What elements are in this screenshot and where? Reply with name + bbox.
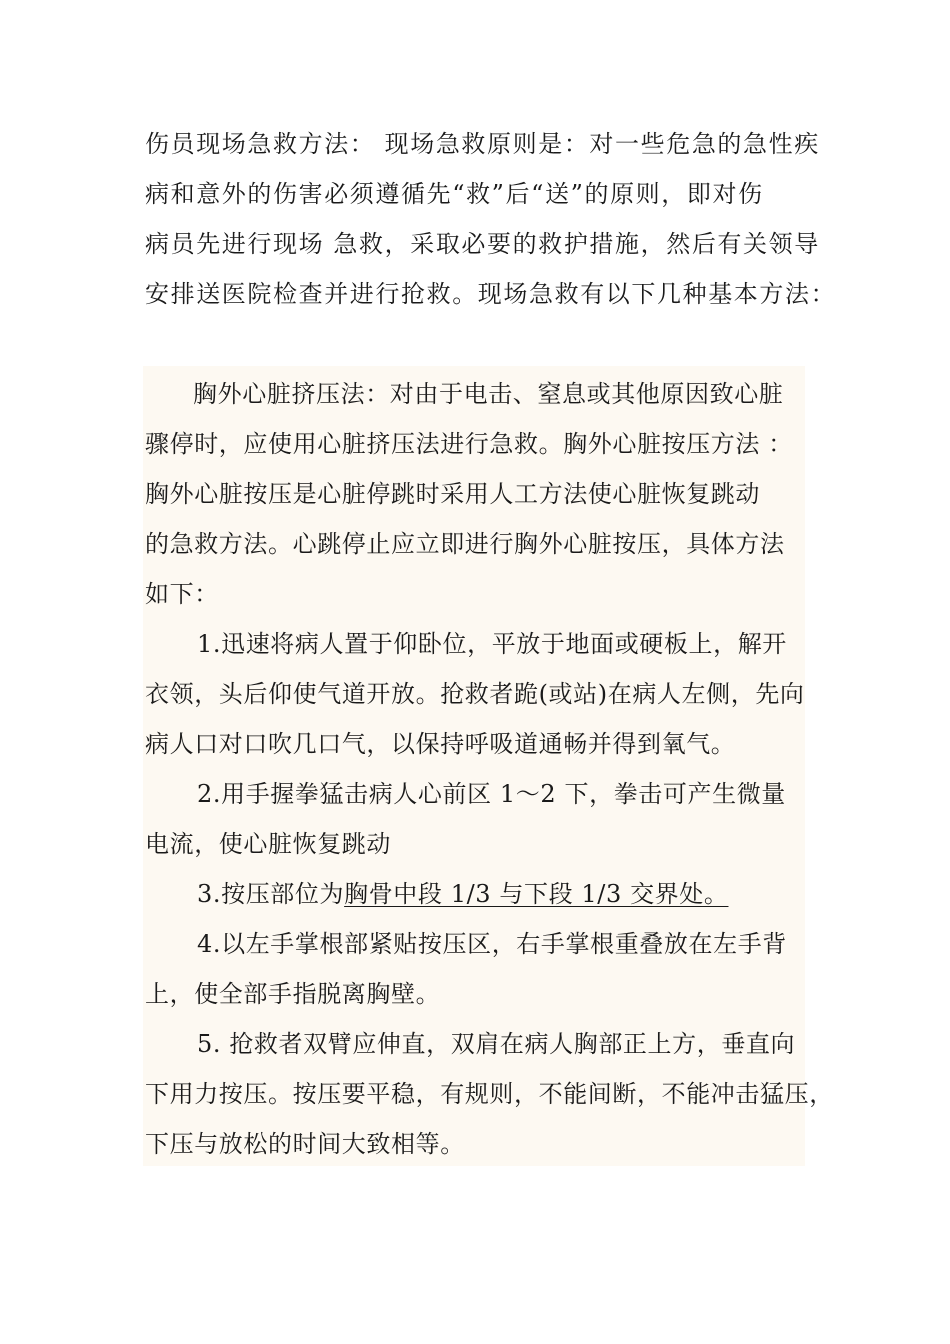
section-line-4: 的急救方法。心跳停止应立即进行胸外心脏按压，具体方法 — [145, 530, 785, 558]
intro-line-1: 伤员现场急救方法： 现场急救原则是：对一些危急的急性疾 — [145, 130, 820, 158]
step-4-line-2: 上，使全部手指脱离胸壁。 — [145, 980, 441, 1008]
section-line-2: 骤停时，应使用心脏挤压法进行急救。胸外心脏按压方法 ： — [145, 430, 793, 458]
step-5-line-1: 5. 抢救者双臂应伸直，双肩在病人胸部正上方，垂直向 — [197, 1030, 796, 1058]
step-5-line-3: 下压与放松的时间大致相等。 — [145, 1130, 465, 1158]
step-2-line-1: 2.用手握拳猛击病人心前区 1～2 下，拳击可产生微量 — [197, 780, 786, 808]
intro-line-3: 病员先进行现场 急救，采取必要的救护措施，然后有关领导 — [145, 230, 820, 258]
step-4-line-1: 4.以左手掌根部紧贴按压区，右手掌根重叠放在左手背 — [197, 930, 787, 958]
intro-line-2: 病和意外的伤害必须遵循先“救”后“送”的原则，即对伤 — [145, 180, 764, 208]
intro-line-4: 安排送医院检查并进行抢救。现场急救有以下几种基本方法： — [145, 280, 837, 308]
step-1-line-2: 衣领，头后仰使气道开放。抢救者跪(或站)在病人左侧，先向 — [145, 680, 805, 708]
step-3-line — [197, 879, 728, 909]
section-line-1: 胸外心脏挤压法：对由于电击、窒息或其他原因致心脏 — [193, 380, 784, 408]
step-5-line-2: 下用力按压。按压要平稳，有规则，不能间断，不能冲击猛压， — [145, 1080, 834, 1108]
step-1-line-1: 1.迅速将病人置于仰卧位，平放于地面或硬板上，解开 — [197, 630, 787, 658]
section-line-5: 如下： — [145, 580, 219, 608]
step-3-prefix: 3.按压部位为 — [197, 880, 345, 908]
step-2-line-2: 电流，使心脏恢复跳动 — [145, 830, 391, 858]
section-line-3: 胸外心脏按压是心脏停跳时采用人工方法使心脏恢复跳动 — [145, 480, 760, 508]
step-1-line-3: 病人口对口吹几口气，以保持呼吸道通畅并得到氧气。 — [145, 730, 736, 758]
step-3-underlined: 胸骨中段 1/3 与下段 1/3 交界处。 — [344, 880, 729, 908]
